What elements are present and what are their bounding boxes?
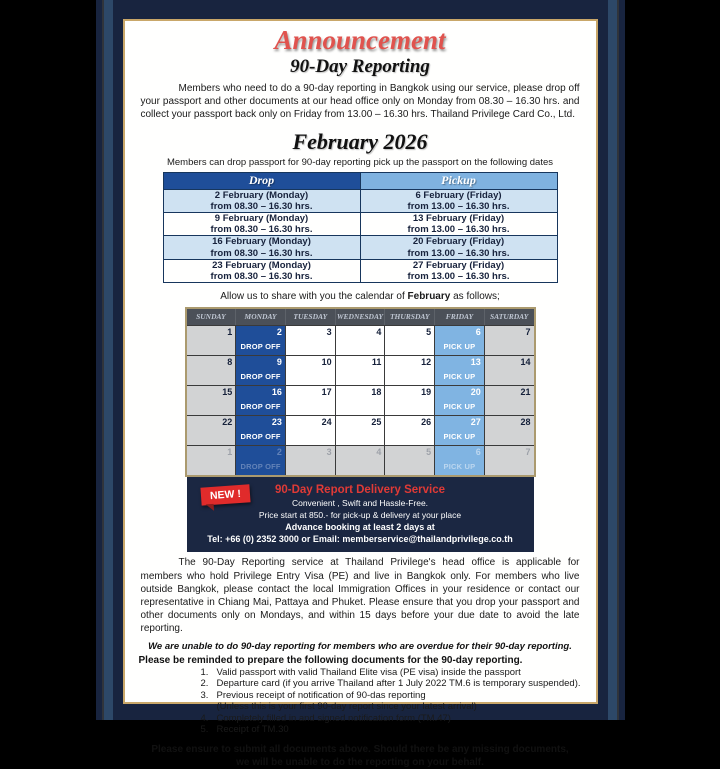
- calendar-week-2: [187, 355, 534, 385]
- item-number: 4.: [200, 712, 209, 724]
- day-header-tuesday: TUESDAY: [286, 309, 336, 325]
- dropoff-label: DROP OFF: [240, 372, 281, 382]
- calendar-day-dropoff: 16 DROP OFF: [236, 385, 286, 415]
- calendar-week-1: [187, 325, 534, 355]
- pickup-label: PICK UP: [443, 462, 476, 472]
- item-number: 3.: [200, 689, 209, 701]
- month-title: February 2026: [292, 128, 428, 154]
- schedule-row: [163, 259, 557, 282]
- day-header-monday: MONDAY: [236, 309, 286, 325]
- calendar-day: 7: [485, 445, 534, 475]
- calendar-day: 15: [187, 385, 237, 415]
- delivery-booking: Advance booking at least 2 days at: [285, 522, 435, 533]
- calendar-day: 28: [485, 415, 534, 445]
- calendar-day: 19: [385, 385, 435, 415]
- document-item: [201, 724, 584, 736]
- announcement-title: Announcement: [274, 25, 446, 55]
- delivery-contact: Tel: +66 (0) 2352 3000 or Email: memberservice@thailandprivilege.co.th: [207, 534, 513, 545]
- calendar-day: 11: [336, 355, 386, 385]
- day-header-saturday: SATURDAY: [489, 312, 529, 322]
- pickup-label: PICK UP: [443, 402, 476, 412]
- drop-date: 9 February (Monday): [214, 212, 309, 224]
- drop-date: 2 February (Monday): [214, 189, 309, 201]
- pickup-cell: [360, 259, 557, 282]
- drop-cell: [163, 236, 360, 259]
- document-item: [201, 678, 584, 690]
- pickup-column-header: Pickup: [360, 172, 557, 189]
- calendar-day: 4: [336, 445, 386, 475]
- schedule-header-row: [163, 172, 557, 189]
- calendar-day: 3: [286, 325, 336, 355]
- drop-cell: [163, 212, 360, 235]
- february-calendar: [185, 307, 536, 477]
- calendar-day: 18: [336, 385, 386, 415]
- calendar-day: 12: [385, 355, 435, 385]
- calendar-day-dropoff: 2 DROP OFF: [236, 445, 286, 475]
- closing-line-1: Please ensure to submit all documents above. Should there be any missing documents,: [151, 744, 569, 755]
- pickup-date: 13 February (Friday): [412, 212, 505, 224]
- delivery-service-panel: [187, 477, 534, 552]
- calendar-day: 10: [286, 355, 336, 385]
- pickup-cell: [360, 236, 557, 259]
- report-subtitle: 90-Day Reporting: [290, 56, 430, 77]
- drop-cell: [163, 189, 360, 212]
- calendar-day: 5: [385, 445, 435, 475]
- document-list: [201, 667, 584, 736]
- new-badge: NEW !: [200, 485, 250, 506]
- dropoff-label: DROP OFF: [240, 402, 281, 412]
- page-edge-left: [102, 0, 113, 720]
- calendar-day-headers: [187, 309, 534, 325]
- item-text: Receipt of TM.30: [216, 724, 289, 736]
- calendar-day-pickup: 27 PICK UP: [435, 415, 485, 445]
- delivery-tagline: Convenient , Swift and Hassle-Free.: [291, 498, 429, 509]
- schedule-row: [163, 236, 557, 259]
- pickup-cell: [360, 189, 557, 212]
- documents-heading: Please be reminded to prepare the following documents for the 90-day reporting.: [138, 654, 523, 666]
- item-number: 2.: [200, 678, 209, 690]
- pickup-label: PICK UP: [443, 342, 476, 352]
- calendar-day: 4: [336, 325, 386, 355]
- item-text: Previous receipt of notification of 90-das reporting: [216, 689, 426, 701]
- calendar-day-dropoff: 23 DROP OFF: [236, 415, 286, 445]
- calendar-week-5-next-month: [187, 445, 534, 475]
- item-text: Departure card (if you arrive Thailand after 1 July 2022 TM.6 is temporary suspended).: [216, 678, 581, 690]
- delivery-title: 90-Day Report Delivery Service: [274, 484, 446, 497]
- calendar-day-dropoff: 2 DROP OFF: [236, 325, 286, 355]
- pickup-time: from 13.00 – 16.30 hrs.: [407, 200, 510, 212]
- info-paragraph: The 90-Day Reporting service at Thailand Privilege's head office is applicable for members who hold Privilege Entry Visa (PE) and live in Bangkok only. For members who live outside Bangkok, please contact the local Immigration Offices in your residence or contact our representative in Chiang Mai, Pattaya and Phuket. Please ensure that you drop your passport and other documents only on Mondays, and within 15 days before your due date to avoid the late reporting.: [140, 557, 580, 635]
- drop-time: from 08.30 – 16.30 hrs.: [210, 270, 313, 282]
- calendar-intro-month: February: [407, 291, 451, 303]
- pickup-label: PICK UP: [443, 432, 476, 442]
- item-text: Valid passport with valid Thailand Elite visa (PE visa) inside the passport: [216, 666, 521, 678]
- pickup-time: from 13.00 – 16.30 hrs.: [407, 270, 510, 282]
- pickup-time: from 13.00 – 16.30 hrs.: [407, 224, 510, 236]
- pickup-date: 20 February (Friday): [412, 236, 505, 248]
- drop-time: from 08.30 – 16.30 hrs.: [210, 247, 313, 259]
- item-number: 5.: [200, 724, 209, 736]
- calendar-day: 1: [187, 325, 237, 355]
- calendar-day: 25: [336, 415, 386, 445]
- item-note: (Unless this is your first 90-day report since your latest arrival): [216, 701, 477, 713]
- document-item: [201, 713, 584, 725]
- calendar-day-pickup: 6 PICK UP: [435, 325, 485, 355]
- calendar-day-dropoff: 9 DROP OFF: [236, 355, 286, 385]
- pickup-date: 6 February (Friday): [415, 189, 502, 201]
- day-header-thursday: THURSDAY: [385, 309, 435, 325]
- drop-time: from 08.30 – 16.30 hrs.: [210, 224, 313, 236]
- calendar-day-pickup: 6 PICK UP: [435, 445, 485, 475]
- closing-note: [137, 743, 584, 769]
- day-header-sunday: SUNDAY: [187, 309, 237, 325]
- page-content: [123, 19, 598, 768]
- schedule-row: [163, 189, 557, 212]
- dropoff-label: DROP OFF: [240, 462, 281, 472]
- item-number: 1.: [200, 666, 209, 678]
- calendar-intro-prefix: Allow us to share with you the calendar of: [220, 291, 408, 303]
- calendar-day-pickup: 20 PICK UP: [435, 385, 485, 415]
- calendar-day: 5: [385, 325, 435, 355]
- pickup-cell: [360, 212, 557, 235]
- document-item: [201, 690, 584, 702]
- calendar-day: 14: [485, 355, 534, 385]
- calendar-day: 26: [385, 415, 435, 445]
- dropoff-label: DROP OFF: [240, 432, 281, 442]
- drop-time: from 08.30 – 16.30 hrs.: [210, 200, 313, 212]
- day-header-friday: FRIDAY: [435, 309, 485, 325]
- schedule-table: [163, 172, 558, 284]
- calendar-intro-suffix: as follows;: [450, 291, 500, 303]
- document-item: [201, 667, 584, 679]
- calendar-day: 21: [485, 385, 534, 415]
- calendar-day: 1: [187, 445, 237, 475]
- schedule-caption: Members can drop passport for 90-day reporting pick up the passport on the following dates: [166, 156, 554, 168]
- announcement-page: [96, 0, 625, 768]
- delivery-price: Price start at 850.- for pick-up & delivery at your place: [258, 509, 462, 520]
- calendar-week-4: [187, 415, 534, 445]
- overdue-notice: We are unable to do 90-day reporting for members who are overdue for their 90-day reporting.: [148, 640, 572, 652]
- calendar-day: 7: [485, 325, 534, 355]
- calendar-day: 8: [187, 355, 237, 385]
- drop-date: 16 February (Monday): [212, 236, 311, 248]
- drop-date: 23 February (Monday): [212, 259, 311, 271]
- calendar-week-3: [187, 385, 534, 415]
- calendar-intro: [137, 291, 584, 302]
- calendar-day: 24: [286, 415, 336, 445]
- calendar-day: 17: [286, 385, 336, 415]
- intro-paragraph: Members who need to do a 90-day reporting in Bangkok using our service, please drop off your passport and other documents at our head office only on Monday from 08.30 – 16.30 hrs. and collect your passport back only on Friday from 13.00 – 16.30 hrs. Thailand Privilege Card Co., Ltd.: [140, 83, 580, 121]
- drop-column-header: Drop: [163, 172, 360, 189]
- drop-cell: [163, 259, 360, 282]
- item-text: Completely filled in and signed notification form (TM.47): [216, 712, 451, 724]
- pickup-label: PICK UP: [443, 372, 476, 382]
- calendar-day: 22: [187, 415, 237, 445]
- calendar-day-pickup: 13 PICK UP: [435, 355, 485, 385]
- pickup-date: 27 February (Friday): [412, 259, 505, 271]
- closing-line-2: we will be unable to do the reporting on your behalf.: [236, 757, 484, 768]
- day-header-wednesday: WEDNESDAY: [336, 309, 386, 325]
- page-edge-right: [608, 0, 619, 720]
- dropoff-label: DROP OFF: [240, 342, 281, 352]
- schedule-row: [163, 212, 557, 235]
- pickup-time: from 13.00 – 16.30 hrs.: [407, 247, 510, 259]
- calendar-day: 3: [286, 445, 336, 475]
